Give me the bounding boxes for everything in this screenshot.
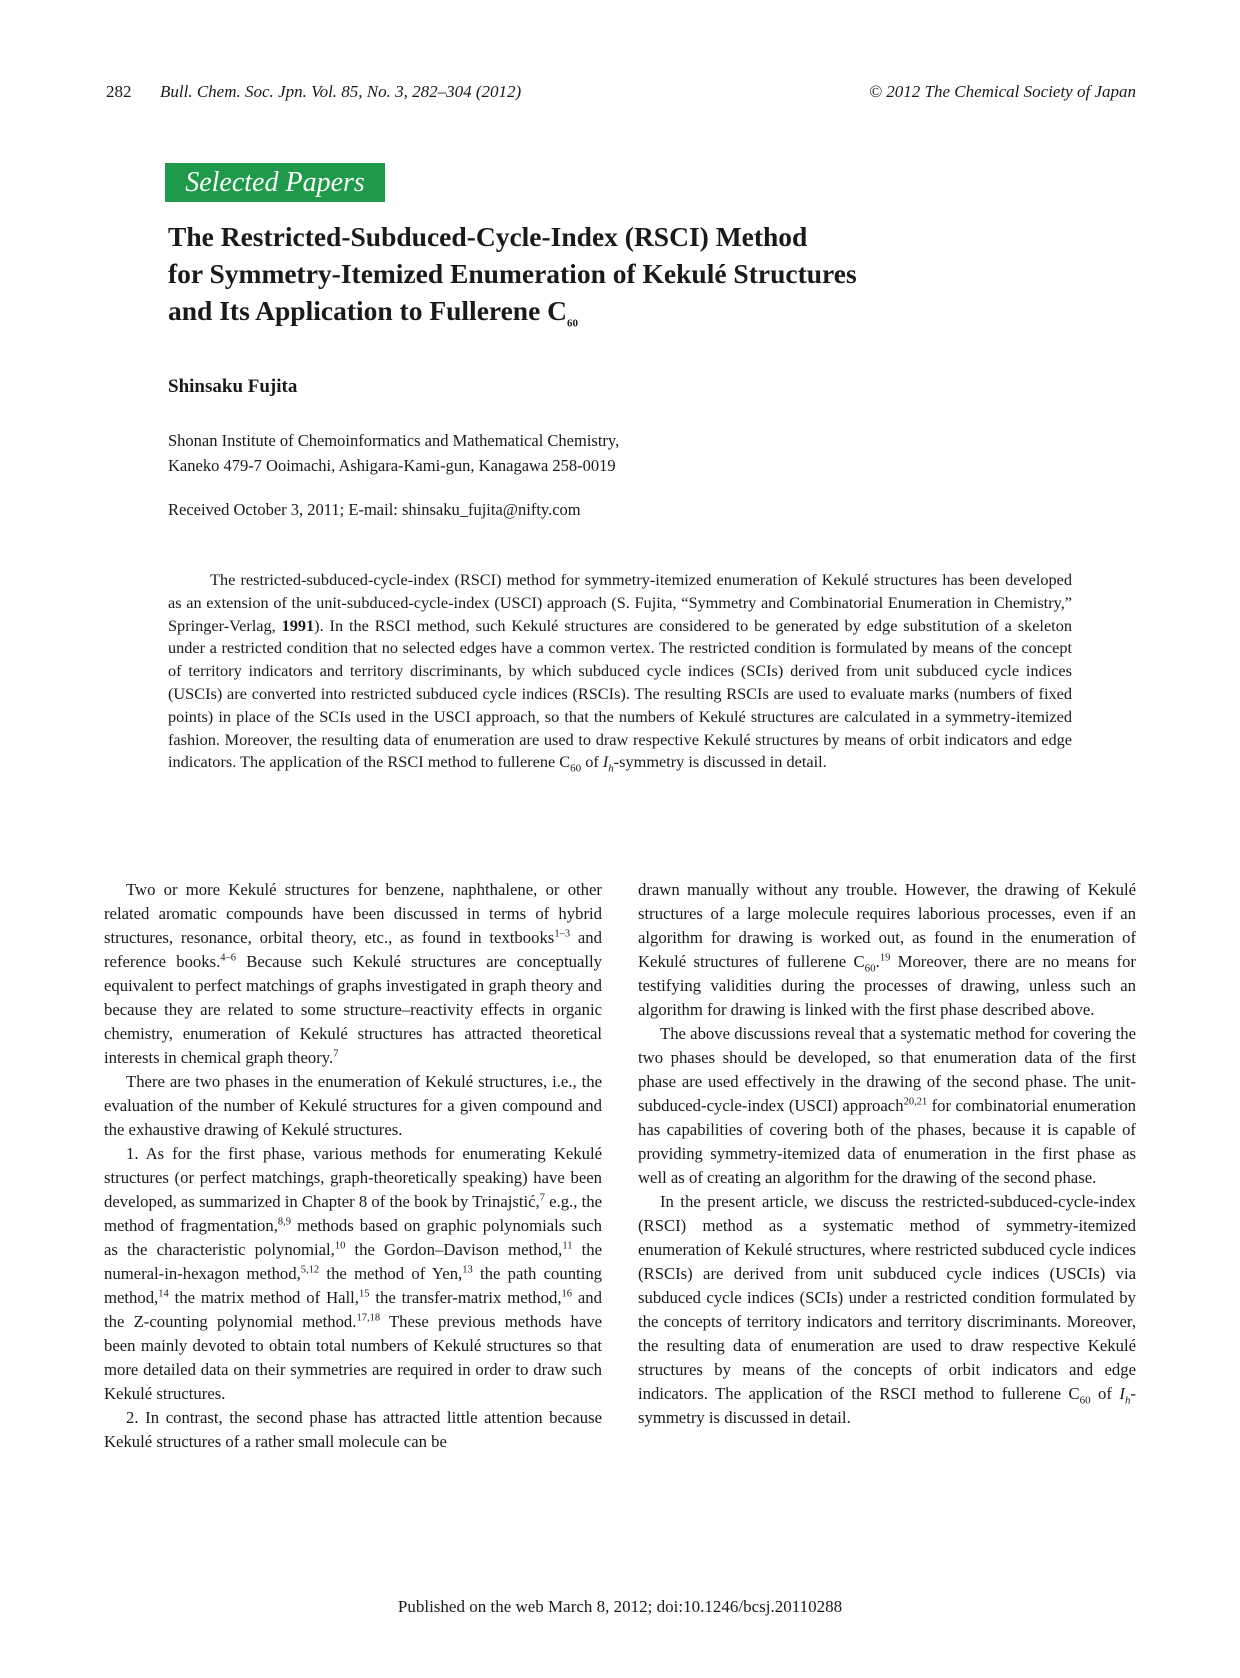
subscript: 60 (864, 962, 876, 975)
reference-link[interactable]: 8,9 (277, 1216, 292, 1228)
text: 1. As for the first phase, various methods for enumerating Kekulé structures (or perfect matchings, graph-theoretically speaking) have been developed, as summarized in Chapter 8 of the book by Trinajstić, (104, 1144, 602, 1211)
body-column-right (638, 878, 1136, 1430)
text: These previous methods have been mainly devoted to obtain total numbers of Kekulé structures so that more detailed data on their symmetries are required in order to draw such Kekulé structures. (104, 1312, 602, 1403)
reference-link[interactable]: 7 (539, 1192, 545, 1204)
abstract-symmetry-symbol: I (602, 752, 609, 772)
reference-link[interactable]: 1–3 (554, 928, 571, 940)
text: and the Z-counting polynomial method. (104, 1288, 602, 1331)
text: Two or more Kekulé structures for benzene, naphthalene, or other related aromatic compounds have been discussed in terms of hybrid structures, resonance, orbital theory, etc., as found in textbooks (104, 880, 602, 947)
title-subscript: 60 (567, 317, 579, 330)
affiliation (168, 428, 619, 478)
text: of (1090, 1384, 1120, 1403)
copyright-notice: © 2012 The Chemical Society of Japan (869, 82, 1136, 101)
title-line-2: for Symmetry-Itemized Enumeration of Kekulé Structures (168, 258, 857, 289)
publication-footer: Published on the web March 8, 2012; doi:10.1246/bcsj.20110288 (397, 1597, 843, 1616)
author-name: Shinsaku Fujita (168, 376, 298, 397)
paragraph (638, 1190, 1136, 1430)
reference-link[interactable]: 15 (358, 1288, 370, 1300)
reference-link[interactable]: 16 (561, 1288, 573, 1300)
subscript: 60 (1079, 1394, 1091, 1407)
abstract-subscript: 60 (570, 762, 582, 775)
text: In the present article, we discuss the restricted-subduced-cycle-index (RSCI) method as a systematic method of symmetry-itemized enumeration of Kekulé structures, where restricted subduced cycle indices (RSCIs) are derived from unit subduced cycle indices (USCIs) via subduced cycle indices (SCIs) under a restricted condition formulated by the concepts of territory indicators and territory discriminants. Moreover, the resulting data of enumeration are used to draw respective Kekulé structures by means of the concepts of orbit indicators and edge indicators. The application of the RSCI method to fullerene C (638, 1192, 1136, 1403)
text: the transfer-matrix method, (369, 1288, 562, 1307)
reference-link[interactable]: 5,12 (300, 1264, 320, 1276)
title-line-3 (168, 292, 1068, 329)
body-column-left (104, 878, 602, 1454)
abstract (168, 569, 1072, 774)
text: the path counting method, (104, 1264, 603, 1307)
text: . (875, 952, 880, 971)
reference-link[interactable]: 14 (158, 1288, 169, 1300)
text: drawn manually without any trouble. However, the drawing of Kekulé structures of a large molecule requires laborious processes, even if an algorithm for drawing is worked out, as found in the enumeration of Kekulé structures of fullerene C (638, 880, 1136, 971)
section-banner: Selected Papers (165, 163, 385, 202)
running-header (106, 82, 1136, 106)
paragraph (104, 878, 602, 1070)
reference-link[interactable]: 17,18 (356, 1312, 381, 1324)
reference-link[interactable]: 4–6 (220, 952, 237, 964)
abstract-symmetry-subscript: h (608, 762, 614, 775)
text: e.g., the method of fragmentation, (104, 1192, 602, 1235)
text: The above discussions reveal that a systematic method for covering the two phases should be developed, so that enumeration data of the first phase are used effectively in the drawing of the second phase. The unit-subduced-cycle-index (USCI) approach (638, 1024, 1136, 1115)
abstract-text-2: ). In the RSCI method, such Kekulé structures are considered to be generated by edge substitution of a skeleton under a restricted condition that no selected edges have a common vertex. The restricted condition is formulated by means of the concept of territory indicators and territory discriminants, by which subduced cycle indices (SCIs) derived from unit subduced cycle indices (USCIs) are converted into restricted subduced cycle indices (RSCIs). The resulting RSCIs are used to evaluate marks (numbers of fixed points) in place of the SCIs used in the USCI approach, so that the numbers of Kekulé structures are calculated in a symmetry-itemized fashion. Moreover, the resulting data of enumeration are used to draw respective Kekulé structures by means of orbit indicators and edge indicators. The application of the RSCI method to fullerene C (168, 615, 1072, 772)
paragraph (104, 1142, 602, 1406)
text: the matrix method of Hall, (168, 1288, 359, 1307)
text: Because such Kekulé structures are conceptually equivalent to perfect matchings of graphs investigated in graph theory and because they are related to some structure–reactivity effects in organic chemistry, enumeration of Kekulé structures has attracted theoretical interests in chemical graph theory. (104, 952, 603, 1067)
paragraph: 2. In contrast, the second phase has attracted little attention because Kekulé structures of a rather small molecule can be (104, 1408, 602, 1451)
paragraph (638, 1022, 1136, 1190)
paper-title (168, 218, 1068, 329)
reference-link[interactable]: 10 (334, 1240, 346, 1252)
text: the method of Yen, (319, 1264, 463, 1283)
text: for combinatorial enumeration has capabilities of covering both of the phases, because it is capable of providing symmetry-itemized data of enumeration in the first phase as well as of creating an algorithm for the drawing of the second phase. (638, 1096, 1137, 1187)
reference-link[interactable]: 11 (562, 1240, 573, 1252)
abstract-year-bold: 1991 (281, 615, 315, 635)
title-line-3-text: and Its Application to Fullerene C (168, 295, 568, 326)
paragraph: There are two phases in the enumeration of Kekulé structures, i.e., the evaluation of the number of Kekulé structures for a given compound and the exhaustive drawing of Kekulé structures. (104, 1072, 602, 1139)
reference-link[interactable]: 19 (879, 952, 891, 964)
text: the numeral-in-hexagon method, (104, 1240, 602, 1283)
text: -symmetry is discussed in detail. (638, 1384, 1137, 1427)
journal-citation: Bull. Chem. Soc. Jpn. Vol. 85, No. 3, 282–304 (2012) (160, 82, 522, 101)
symmetry-symbol: I (1119, 1384, 1125, 1403)
abstract-text-4: -symmetry is discussed in detail. (613, 752, 827, 772)
affiliation-line-2: Kaneko 479-7 Ooimachi, Ashigara-Kami-gun, Kanagawa 258-0019 (168, 456, 616, 475)
affiliation-line-1: Shonan Institute of Chemoinformatics and Mathematical Chemistry, (168, 431, 620, 450)
abstract-text-1: The restricted-subduced-cycle-index (RSCI) method for symmetry-itemized enumeration of Kekulé structures has been developed as an extension of the unit-subduced-cycle-index (USCI) approach (S. Fujita, “Symmetry and Combinatorial Enumeration in Chemistry,” Springer-Verlag, (168, 570, 1072, 635)
text: and reference books. (104, 928, 602, 971)
title-line-1: The Restricted-Subduced-Cycle-Index (RSCI) Method (168, 221, 808, 252)
received-date-email: Received October 3, 2011; E-mail: shinsaku_fujita@nifty.com (168, 500, 581, 519)
reference-link[interactable]: 7 (333, 1048, 339, 1060)
reference-link[interactable]: 13 (462, 1264, 473, 1276)
symmetry-subscript: h (1124, 1394, 1131, 1407)
reference-link[interactable]: 20,21 (903, 1096, 928, 1108)
text: the Gordon–Davison method, (345, 1240, 563, 1259)
text: Moreover, there are no means for testifying validities during the processes of drawing, unless such an algorithm for drawing is linked with the first phase described above. (638, 952, 1136, 1019)
paragraph (638, 878, 1136, 1022)
abstract-text-3: of (581, 752, 603, 772)
text: methods based on graphic polynomials such as the characteristic polynomial, (104, 1216, 602, 1259)
page-number: 282 (106, 82, 132, 101)
